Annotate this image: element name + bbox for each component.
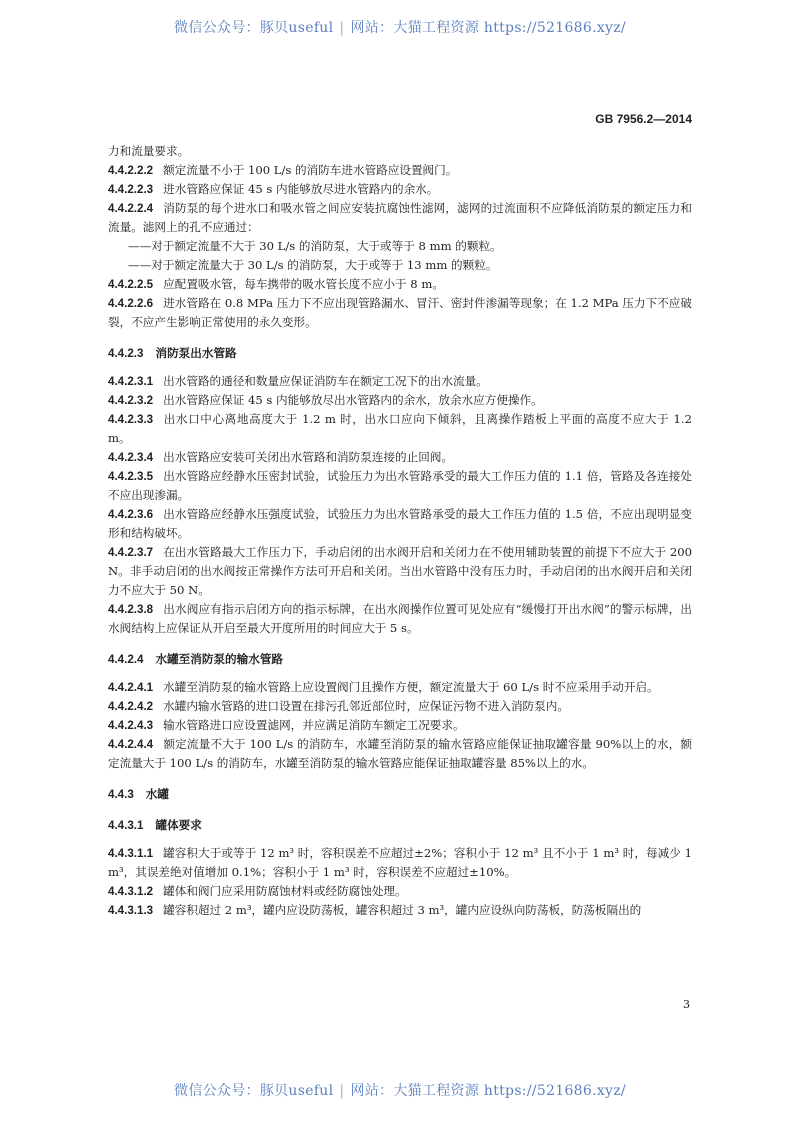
clause-paragraph <box>108 716 692 735</box>
clause-paragraph <box>108 600 692 638</box>
watermark-separator: | <box>339 1083 345 1099</box>
clause-number: 4.4.2.2.5 <box>108 278 154 291</box>
clause-number: 4.4.3.1 <box>108 819 144 832</box>
clause-number: 4.4.2.3.6 <box>108 508 154 521</box>
clause-number: 4.4.3.1.1 <box>108 847 154 860</box>
clause-text: 出水阀应有指示启闭方向的指示标牌，在出水阀操作位置可见处应有“缓慢打开出水阀”的警示标牌，出水阀结构上应保证从开启至最大开度所用的时间应大于 5 s。 <box>108 602 692 635</box>
section-heading <box>108 344 692 363</box>
watermark-website: 网站：大猫工程资源 https://521686.xyz/ <box>350 1083 626 1099</box>
clause-number: 4.4.2.4.3 <box>108 719 154 732</box>
clause-paragraph <box>108 142 692 161</box>
clause-number: 4.4.2.2.3 <box>108 183 154 196</box>
clause-text: 出水管路的通径和数量应保证消防车在额定工况下的出水流量。 <box>163 374 488 388</box>
watermark-wechat: 微信公众号：豚贝useful <box>174 1083 334 1099</box>
watermark-top <box>0 17 800 37</box>
clause-number: 4.4.3 <box>108 788 134 801</box>
clause-number: 4.4.2.4 <box>108 653 144 666</box>
clause-text: 消防泵的每个进水口和吸水管之间应安装抗腐蚀性滤网，滤网的过流面积不应降低消防泵的额定压力和流量。滤网上的孔不应通过： <box>108 201 692 234</box>
clause-text: 额定流量不大于 100 L/s 的消防车，水罐至消防泵的输水管路应能保证抽取罐容量 90%以上的水，额定流量大于 100 L/s 的消防车，水罐至消防泵的输水管路应能保证抽取罐容量 85%以上的水。 <box>108 737 692 770</box>
clause-text: ——对于额定流量大于 30 L/s 的消防泵，大于或等于 13 mm 的颗粒。 <box>128 258 498 272</box>
clause-text: 在出水管路最大工作压力下，手动启闭的出水阀开启和关闭力在不使用辅助装置的前提下不应大于 200 N。非手动启闭的出水阀按正常操作方法可开启和关闭。当出水管路中没有压力时，手动启闭的出水阀开启和关闭力不应大于 50 N。 <box>108 545 692 597</box>
clause-paragraph <box>108 180 692 199</box>
clause-text: 水罐内输水管路的进口设置在排污孔邻近部位时，应保证污物不进入消防泵内。 <box>163 699 569 713</box>
clause-text: 消防泵出水管路 <box>155 347 237 360</box>
clause-paragraph <box>108 448 692 467</box>
clause-number: 4.4.3.1.2 <box>108 885 154 898</box>
clause-number: 4.4.2.3.4 <box>108 451 154 464</box>
clause-paragraph <box>108 199 692 237</box>
clause-paragraph <box>108 410 692 448</box>
clause-text: 罐容积超过 2 m³，罐内应设防荡板，罐容积超过 3 m³，罐内应设纵向防荡板，防荡板隔出的 <box>163 903 642 917</box>
section-heading <box>108 785 692 804</box>
clause-text: 进水管路应保证 45 s 内能够放尽进水管路内的余水。 <box>163 182 439 196</box>
clause-text: 水罐 <box>145 788 169 801</box>
clause-paragraph <box>108 844 692 882</box>
clause-paragraph <box>108 275 692 294</box>
clause-text: 出水口中心离地高度大于 1.2 m 时，出水口应向下倾斜，且离操作踏板上平面的高度不应大于 1.2 m。 <box>108 412 692 445</box>
clause-paragraph <box>108 467 692 505</box>
clause-paragraph <box>108 294 692 332</box>
clause-number: 4.4.2.4.2 <box>108 700 154 713</box>
clause-text: 出水管路应经静水压强度试验，试验压力为出水管路承受的最大工作压力值的 1.5 倍，不应出现明显变形和结构破坏。 <box>108 507 692 540</box>
clause-text: 额定流量不小于 100 L/s 的消防车进水管路应设置阀门。 <box>163 163 458 177</box>
clause-text: 水罐至消防泵的输水管路 <box>155 653 284 666</box>
page-number: 3 <box>683 998 690 1011</box>
clause-paragraph <box>108 391 692 410</box>
clause-number: 4.4.2.4.4 <box>108 738 154 751</box>
clause-text: 出水管路应经静水压密封试验，试验压力为出水管路承受的最大工作压力值的 1.1 倍，管路及各连接处不应出现渗漏。 <box>108 469 692 502</box>
clause-paragraph <box>108 678 692 697</box>
clause-text: ——对于额定流量不大于 30 L/s 的消防泵，大于或等于 8 mm 的颗粒。 <box>128 239 502 253</box>
clause-text: 出水管路应保证 45 s 内能够放尽出水管路内的余水，放余水应方便操作。 <box>163 393 543 407</box>
clause-number: 4.4.3.1.3 <box>108 904 154 917</box>
clause-number: 4.4.2.4.1 <box>108 681 154 694</box>
clause-paragraph <box>108 505 692 543</box>
clause-number: 4.4.2.3.3 <box>108 413 154 426</box>
clause-text: 罐体和阀门应采用防腐蚀材料或经防腐蚀处理。 <box>163 884 407 898</box>
clause-text: 出水管路应安装可关闭出水管路和消防泵连接的止回阀。 <box>163 450 453 464</box>
clause-number: 4.4.2.3.8 <box>108 603 154 616</box>
clause-number: 4.4.2.3.5 <box>108 470 154 483</box>
clause-number: 4.4.2.2.2 <box>108 164 154 177</box>
clause-paragraph <box>108 697 692 716</box>
clause-number: 4.4.2.2.4 <box>108 202 154 215</box>
watermark-bottom <box>0 1080 800 1100</box>
section-heading <box>108 816 692 835</box>
clause-paragraph <box>108 901 692 920</box>
standard-code: GB 7956.2—2014 <box>595 112 692 126</box>
clause-number: 4.4.2.3.7 <box>108 546 154 559</box>
clause-number: 4.4.2.3.2 <box>108 394 154 407</box>
clause-number: 4.4.2.3 <box>108 347 144 360</box>
clause-paragraph <box>108 543 692 600</box>
clause-paragraph <box>108 161 692 180</box>
clause-number: 4.4.2.2.6 <box>108 297 154 310</box>
clause-text: 罐体要求 <box>155 819 202 832</box>
clause-paragraph <box>108 735 692 773</box>
section-heading <box>108 650 692 669</box>
clause-number: 4.4.2.3.1 <box>108 375 154 388</box>
clause-text: 力和流量要求。 <box>108 144 190 158</box>
clause-text: 进水管路在 0.8 MPa 压力下不应出现管路漏水、冒汗、密封件渗漏等现象；在 1.2 MPa 压力下不应破裂，不应产生影响正常使用的永久变形。 <box>108 296 692 329</box>
document-body <box>108 142 692 920</box>
clause-paragraph <box>108 882 692 901</box>
watermark-website: 网站：大猫工程资源 https://521686.xyz/ <box>350 20 626 36</box>
clause-text: 输水管路进口应设置滤网，并应满足消防车额定工况要求。 <box>163 718 465 732</box>
watermark-separator: | <box>339 20 345 36</box>
clause-text: 应配置吸水管，每车携带的吸水管长度不应小于 8 m。 <box>163 277 444 291</box>
watermark-wechat: 微信公众号：豚贝useful <box>174 20 334 36</box>
list-item <box>108 237 692 256</box>
list-item <box>108 256 692 275</box>
clause-text: 水罐至消防泵的输水管路上应设置阀门且操作方便，额定流量大于 60 L/s 时不应采用手动开启。 <box>163 680 659 694</box>
clause-text: 罐容积大于或等于 12 m³ 时，容积误差不应超过±2%；容积小于 12 m³ 且不小于 1 m³ 时，每减少 1 m³，其误差绝对值增加 0.1%；容积小于 1 m³ 时，容积误差不应超过±10%。 <box>108 846 692 879</box>
clause-paragraph <box>108 372 692 391</box>
